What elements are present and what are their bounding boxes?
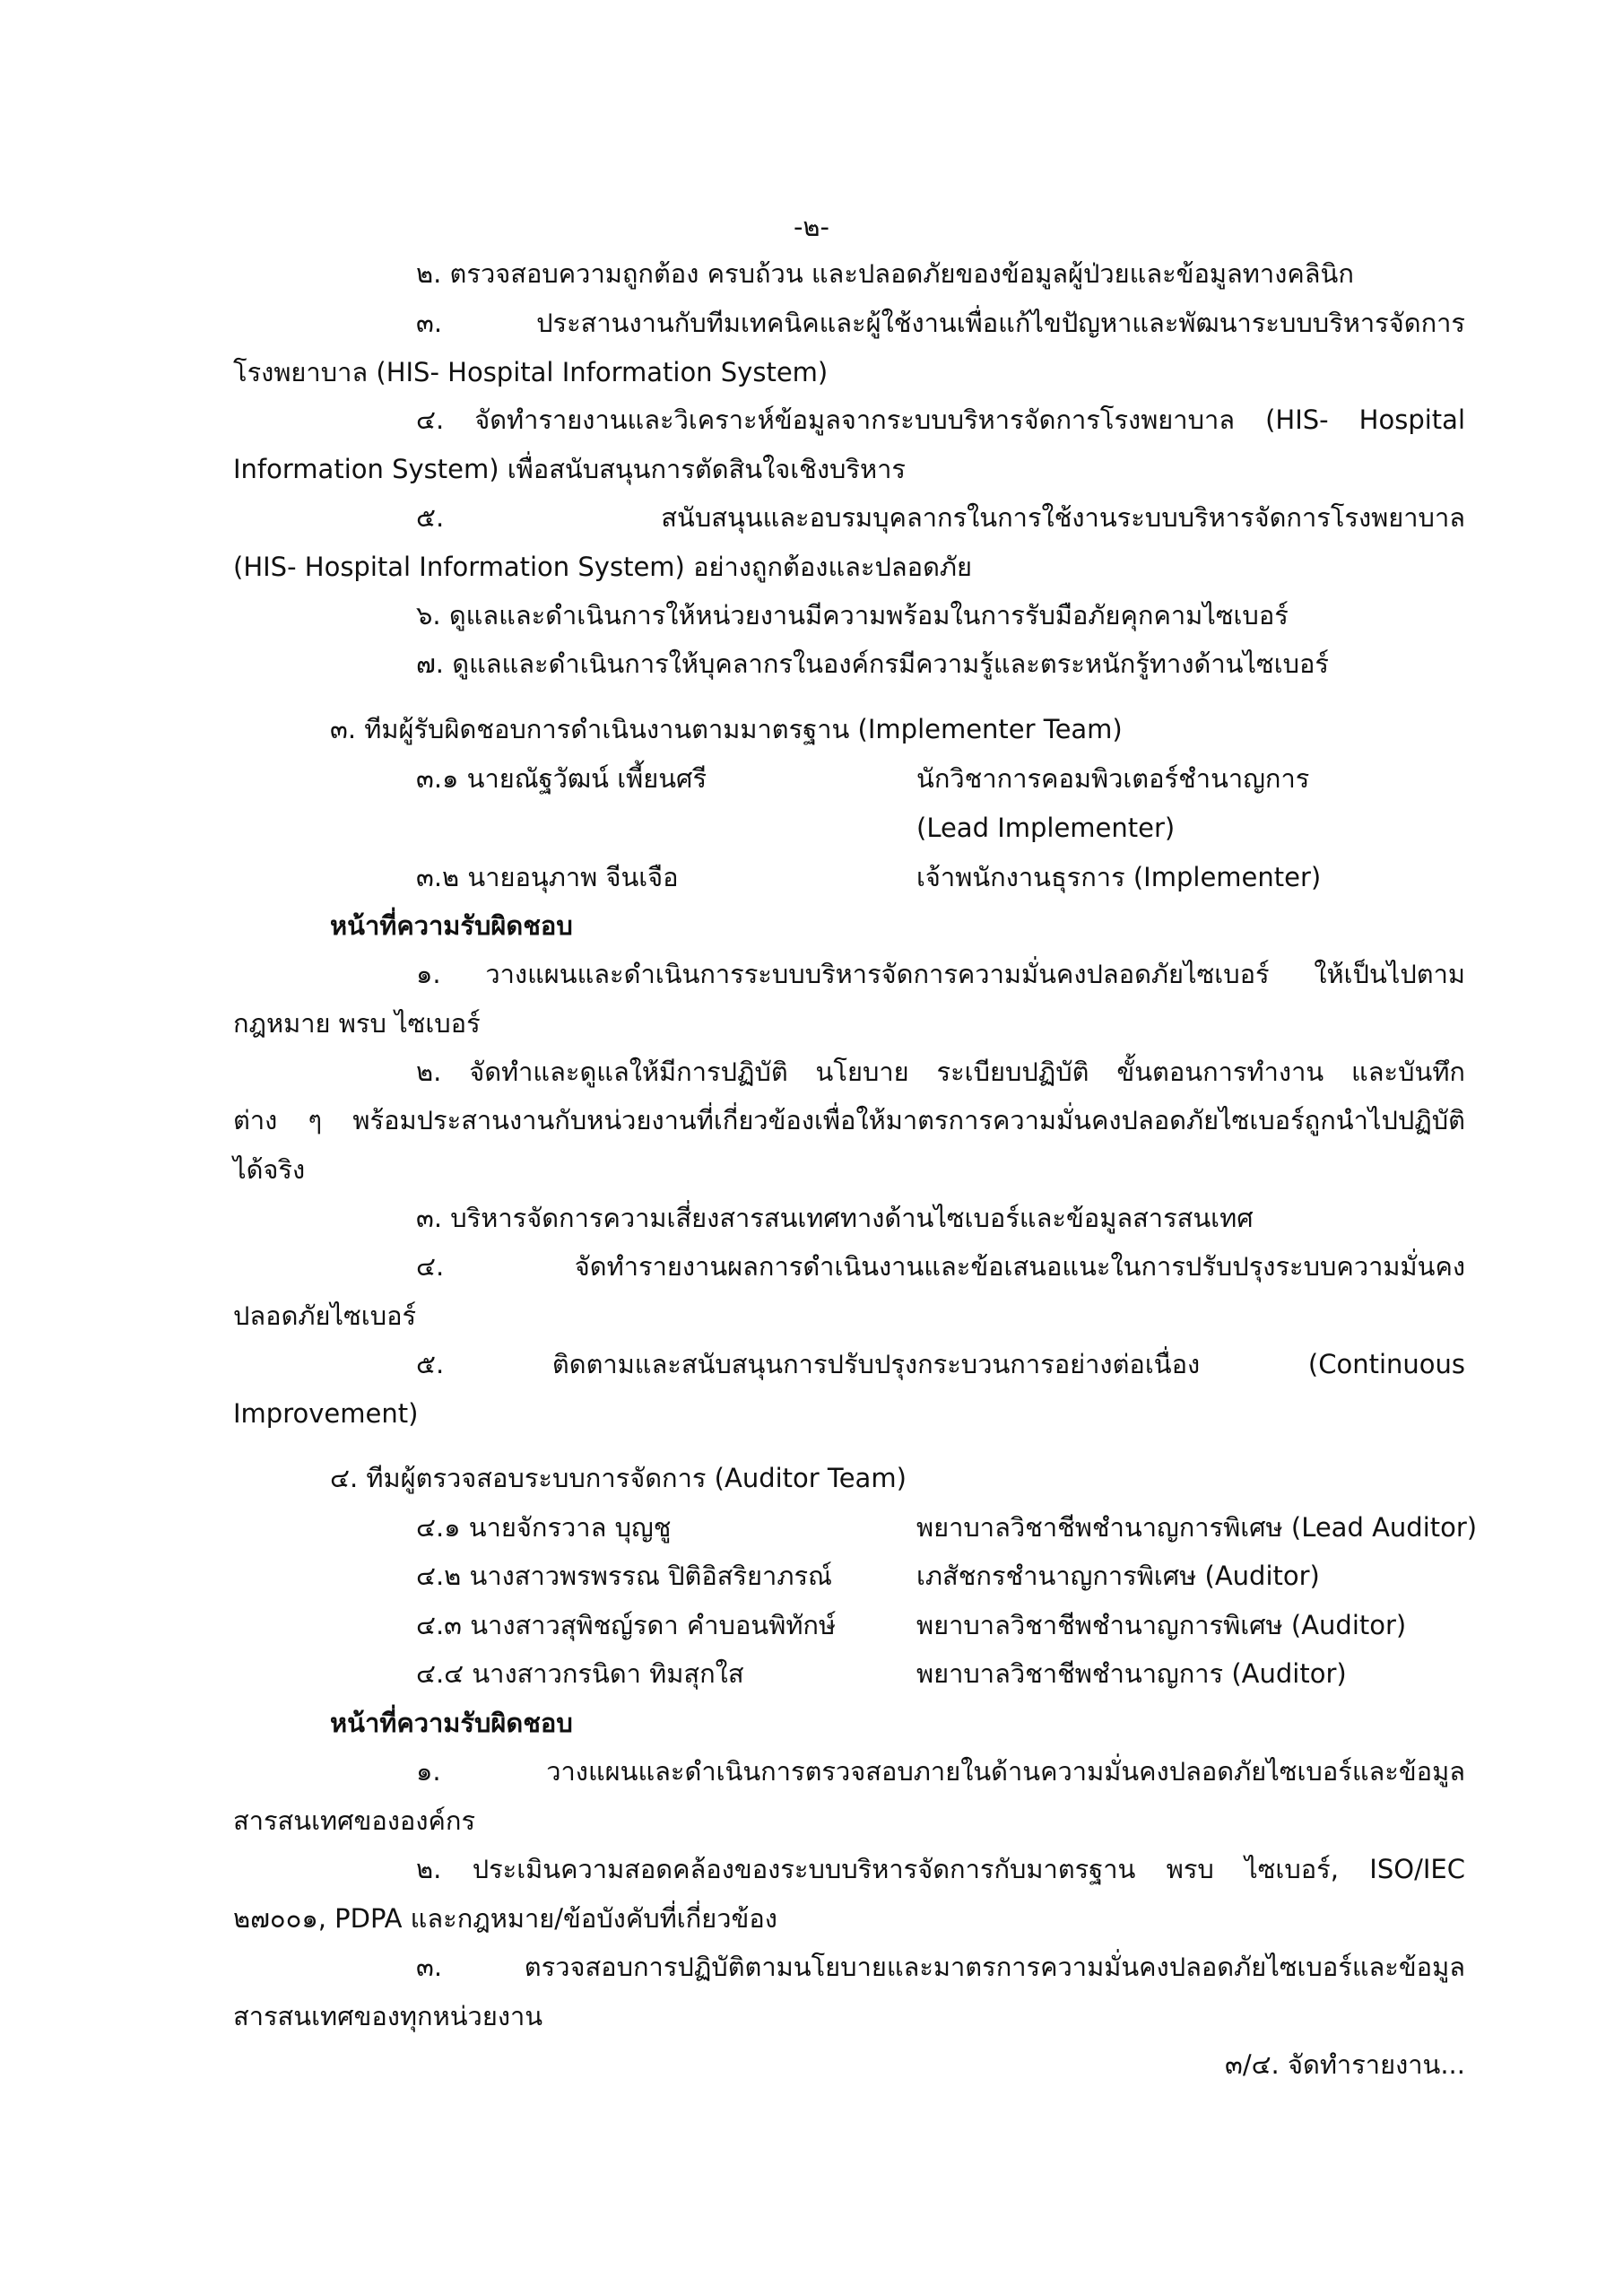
s4-member-1-position: พยาบาลวิชาชีพชำนาญการพิเศษ (Lead Auditor) [916,1512,1478,1543]
s4-duty-1-line2: สารสนเทศขององค์กร [233,1805,476,1836]
s3-member-2-name: ๓.๒ นายอนุภาพ จีนเจือ [416,862,679,892]
s4-duty-2-line2: ๒๗๐๐๑, PDPA และกฎหมาย/ข้อบังคับที่เกี่ยวข้อง [233,1903,777,1934]
s3-duty-4-line2: ปลอดภัยไซเบอร์ [233,1300,417,1331]
s2-item-5-line2: (HIS- Hospital Information System) อย่างถูกต้องและปลอดภัย [233,552,973,582]
s4-duty-2-line1: ๒. ประเมินความสอดคล้องของระบบบริหารจัดการกับมาตรฐาน พรบ ไซเบอร์, ISO/IEC [416,1854,1465,1884]
s3-member-2-position: เจ้าพนักงานธุรการ (Implementer) [916,862,1322,892]
continuation-note: ๓/๔. จัดทำรายงาน... [1225,2049,1465,2080]
s3-duty-4-line1: ๔. จัดทำรายงานผลการดำเนินงานและข้อเสนอแนะในการปรับปรุงระบบความมั่นคง [416,1251,1465,1282]
s3-duty-3: ๓. บริหารจัดการความเสี่ยงสารสนเทศทางด้านไซเบอร์และข้อมูลสารสนเทศ [416,1203,1254,1233]
s2-item-3-line1: ๓. ประสานงานกับทีมเทคนิคและผู้ใช้งานเพื่อแก้ไขปัญหาและพัฒนาระบบบริหารจัดการ [416,308,1465,338]
s2-item-3-line2: โรงพยาบาล (HIS- Hospital Information System) [233,357,829,387]
s4-member-2-position: เภสัชกรชำนาญการพิเศษ (Auditor) [916,1561,1320,1591]
s3-duty-5-line2: Improvement) [233,1398,419,1429]
s3-member-1-position-2: (Lead Implementer) [916,813,1176,843]
s4-member-2-name: ๔.๒ นางสาวพรพรรณ ปิติอิสริยาภรณ์ [416,1561,832,1591]
s4-member-1-name: ๔.๑ นายจักรวาล บุญชู [416,1512,672,1543]
s2-item-6: ๖. ดูแลและดำเนินการให้หน่วยงานมีความพร้อมในการรับมือภัยคุกคามไซเบอร์ [416,600,1289,631]
s2-item-4-line1: ๔. จัดทำรายงานและวิเคราะห์ข้อมูลจากระบบบริหารจัดการโรงพยาบาล (HIS- Hospital [416,404,1465,435]
s3-duty-1-line1: ๑. วางแผนและดำเนินการระบบบริหารจัดการความมั่นคงปลอดภัยไซเบอร์ ให้เป็นไปตาม [416,959,1465,989]
s3-duty-1-line2: กฎหมาย พรบ ไซเบอร์ [233,1008,481,1039]
s2-item-4-line2: Information System) เพื่อสนับสนุนการตัดสินใจเชิงบริหาร [233,454,906,484]
section4-heading: ๔. ทีมผู้ตรวจสอบระบบการจัดการ (Auditor Team) [330,1463,907,1493]
s4-duty-3-line1: ๓. ตรวจสอบการปฏิบัติตามนโยบายและมาตรการความมั่นคงปลอดภัยไซเบอร์และข้อมูล [416,1952,1465,1982]
s2-item-2: ๒. ตรวจสอบความถูกต้อง ครบถ้วน และปลอดภัยของข้อมูลผู้ป่วยและข้อมูลทางคลินิก [416,258,1354,289]
s3-duty-2-line3: ได้จริง [233,1154,306,1185]
s4-duties-heading: หน้าที่ความรับผิดชอบ [330,1708,573,1738]
s4-member-4-position: พยาบาลวิชาชีพชำนาญการ (Auditor) [916,1658,1347,1689]
s4-duty-3-line2: สารสนเทศของทุกหน่วยงาน [233,2001,543,2031]
s2-item-5-line1: ๕. สนับสนุนและอบรมบุคลากรในการใช้งานระบบบริหารจัดการโรงพยาบาล [416,502,1465,533]
s4-member-3-name: ๔.๓ นางสาวสุพิชญ์รดา คำบอนพิทักษ์ [416,1610,837,1640]
s3-duty-5-line1: ๕. ติดตามและสนับสนุนการปรับปรุงกระบวนการอย่างต่อเนื่อง (Continuous [416,1349,1465,1379]
s2-item-7: ๗. ดูแลและดำเนินการให้บุคลากรในองค์กรมีความรู้และตระหนักรู้ทางด้านไซเบอร์ [416,648,1330,679]
section3-heading: ๓. ทีมผู้รับผิดชอบการดำเนินงานตามมาตรฐาน (Implementer Team) [330,714,1123,744]
page-number: -๒- [793,212,830,242]
s4-duty-1-line1: ๑. วางแผนและดำเนินการตรวจสอบภายในด้านความมั่นคงปลอดภัยไซเบอร์และข้อมูล [416,1756,1465,1787]
s4-member-3-position: พยาบาลวิชาชีพชำนาญการพิเศษ (Auditor) [916,1610,1407,1640]
s3-member-1-name: ๓.๑ นายณัฐวัฒน์ เพี้ยนศรี [416,763,707,794]
s3-duty-2-line1: ๒. จัดทำและดูแลให้มีการปฏิบัติ นโยบาย ระเบียบปฏิบัติ ขั้นตอนการทำงาน และบันทึก [416,1057,1465,1087]
s3-duties-heading: หน้าที่ความรับผิดชอบ [330,910,573,941]
s3-member-1-position: นักวิชาการคอมพิวเตอร์ชำนาญการ [916,763,1310,794]
s4-member-4-name: ๔.๔ นางสาวกรนิดา ทิมสุกใส [416,1658,744,1689]
s3-duty-2-line2: ต่าง ๆ พร้อมประสานงานกับหน่วยงานที่เกี่ยวข้องเพื่อให้มาตรการความมั่นคงปลอดภัยไซเบอร์ถูกนำไปปฏิบัติ [233,1105,1465,1135]
